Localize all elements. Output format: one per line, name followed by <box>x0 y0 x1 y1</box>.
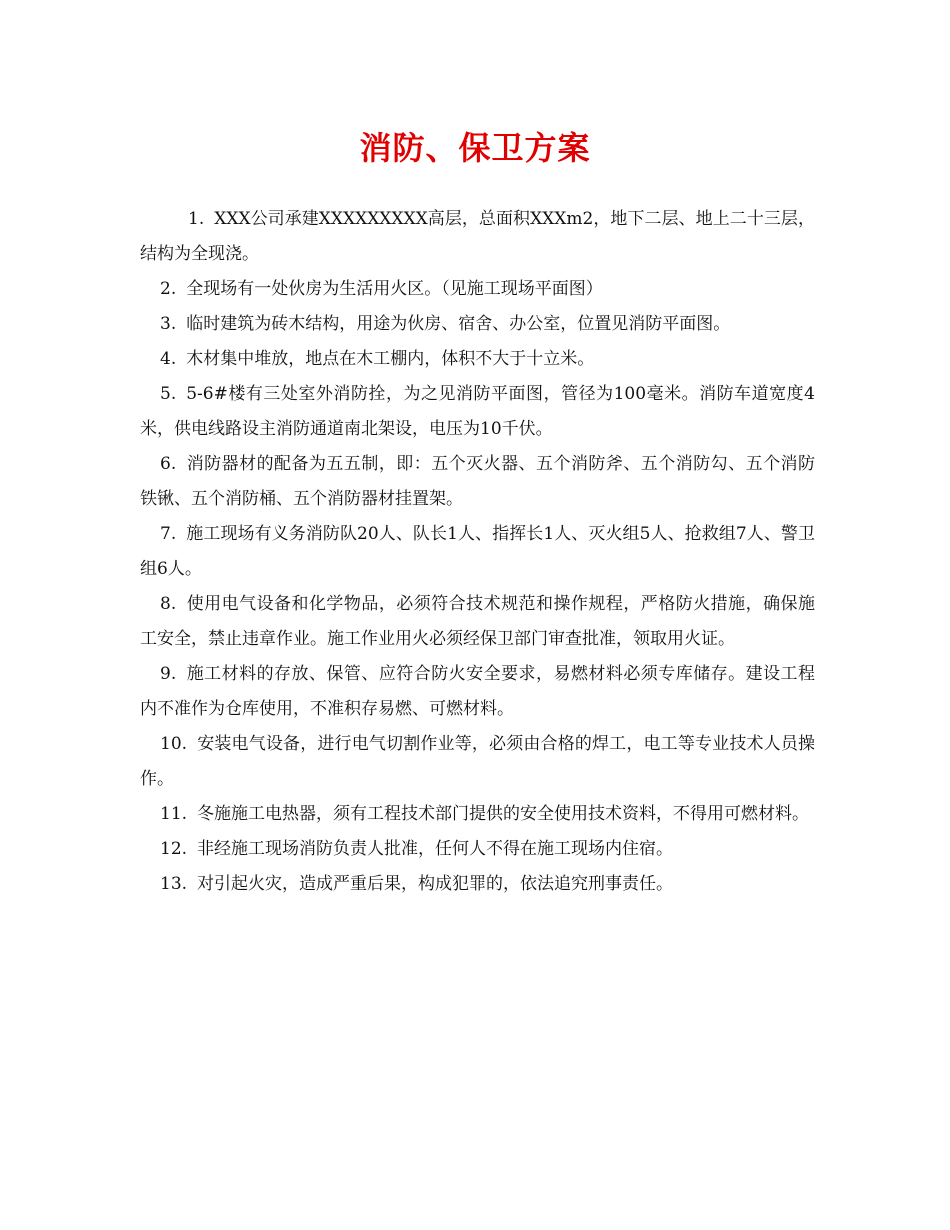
item-number: 8. <box>160 594 177 614</box>
list-item <box>140 447 815 517</box>
item-text: 冬施施工电热器，须有工程技术部门提供的安全使用技术资料，不得用可燃材料。 <box>197 804 810 824</box>
list-item <box>140 867 815 902</box>
item-number: 9. <box>160 664 177 684</box>
item-text: 临时建筑为砖木结构，用途为伙房、宿舍、办公室，位置见消防平面图。 <box>186 314 731 334</box>
item-text: XXX公司承建XXXXXXXXX高层，总面积XXXm2，地下二层、地上二十三层，结构为全现浇。 <box>140 209 815 264</box>
list-item <box>140 797 815 832</box>
item-text: 使用电气设备和化学物品，必须符合技术规范和操作规程，严格防火措施，确保施工安全，禁止违章作业。施工作业用火必须经保卫部门审查批准，领取用火证。 <box>140 594 815 649</box>
item-number: 13. <box>160 874 188 894</box>
page-title: 消防、保卫方案 <box>359 129 591 167</box>
list-item <box>140 727 815 797</box>
list-item <box>140 832 815 867</box>
item-number: 6. <box>160 454 177 474</box>
item-number: 2. <box>160 279 177 299</box>
item-number: 7. <box>160 524 177 544</box>
item-text: 安装电气设备，进行电气切割作业等，必须由合格的焊工，电工等专业技术人员操作。 <box>140 734 815 789</box>
item-number: 11. <box>160 804 188 824</box>
item-text: 对引起火灾，造成严重后果，构成犯罪的，依法追究刑事责任。 <box>197 874 674 894</box>
item-text: 5-6#楼有三处室外消防拴，为之见消防平面图，管径为100毫米。消防车道宽度4米，供电线路设主消防通道南北架设，电压为10千伏。 <box>140 384 815 439</box>
list-item <box>140 272 815 307</box>
item-number: 3. <box>160 314 177 334</box>
item-number: 4. <box>160 349 177 369</box>
item-number: 12. <box>160 839 188 859</box>
list-item <box>140 202 815 272</box>
list-item <box>140 517 815 587</box>
item-text: 施工材料的存放、保管、应符合防火安全要求，易燃材料必须专库储存。建设工程内不准作为仓库使用，不准积存易燃、可燃材料。 <box>140 664 815 719</box>
item-number: 1. <box>188 209 205 229</box>
list-item <box>140 377 815 447</box>
item-number: 10. <box>160 734 188 754</box>
item-text: 木材集中堆放，地点在木工棚内，体积不大于十立米。 <box>186 349 595 369</box>
list-item <box>140 587 815 657</box>
item-text: 消防器材的配备为五五制，即：五个灭火器、五个消防斧、五个消防勾、五个消防铁锹、五个消防桶、五个消防器材挂置架。 <box>140 454 815 509</box>
list-item <box>140 657 815 727</box>
item-text: 施工现场有义务消防队20人、队长1人、指挥长1人、灭火组5人、抢救组7人、警卫组6人。 <box>140 524 815 579</box>
item-text: 非经施工现场消防负责人批准，任何人不得在施工现场内住宿。 <box>197 839 674 859</box>
list-item <box>140 342 815 377</box>
item-text: 全现场有一处伙房为生活用火区。（见施工现场平面图） <box>186 279 603 299</box>
document-body <box>140 202 815 902</box>
item-number: 5. <box>160 384 177 404</box>
list-item <box>140 307 815 342</box>
